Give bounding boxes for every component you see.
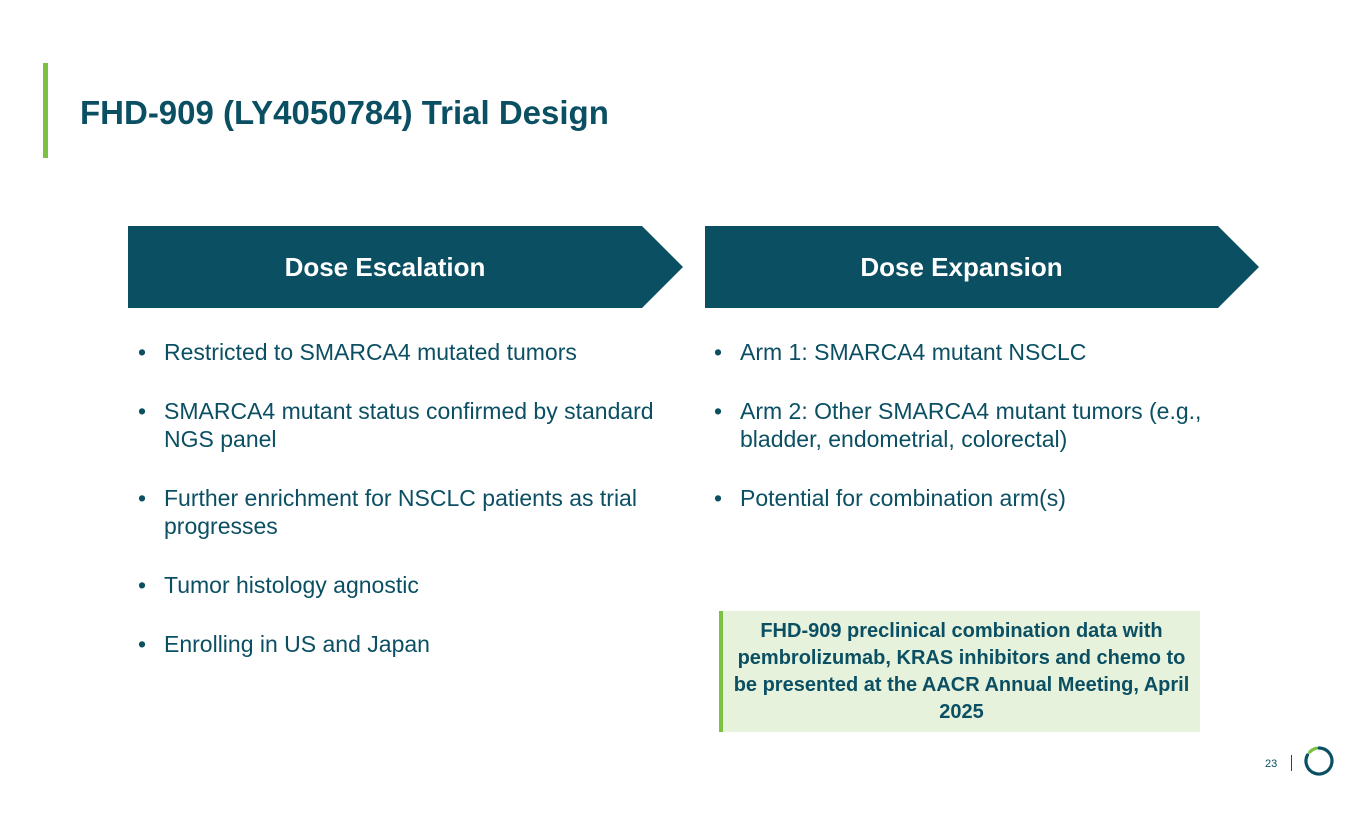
bullet-text: SMARCA4 mutant status confirmed by standard NGS panel bbox=[164, 398, 654, 452]
list-item bbox=[714, 484, 1214, 512]
bullet-icon: • bbox=[714, 339, 723, 365]
list-item bbox=[138, 630, 658, 658]
phase-label: Dose Expansion bbox=[860, 252, 1063, 282]
list-item bbox=[138, 571, 658, 599]
list-item bbox=[138, 397, 658, 453]
bullet-icon: • bbox=[138, 398, 147, 424]
bullet-icon: • bbox=[138, 485, 147, 511]
list-item bbox=[138, 484, 658, 540]
bullet-text: Potential for combination arm(s) bbox=[740, 485, 1066, 511]
page-divider bbox=[1291, 755, 1292, 771]
list-item bbox=[138, 338, 658, 366]
bullet-text: Further enrichment for NSCLC patients as trial progresses bbox=[164, 485, 637, 539]
bullet-icon: • bbox=[138, 631, 147, 657]
phase-chevron-expansion bbox=[705, 226, 1259, 308]
expansion-bullet-list bbox=[714, 338, 1214, 543]
bullet-text: Arm 1: SMARCA4 mutant NSCLC bbox=[740, 339, 1087, 365]
slide-title: FHD-909 (LY4050784) Trial Design bbox=[80, 94, 609, 131]
circle-logo-icon bbox=[1303, 745, 1335, 777]
phase-chevron-escalation bbox=[128, 226, 683, 308]
bullet-text: Tumor histology agnostic bbox=[164, 572, 419, 598]
bullet-icon: • bbox=[714, 485, 723, 511]
phase-label: Dose Escalation bbox=[284, 252, 486, 282]
list-item bbox=[714, 397, 1214, 453]
bullet-icon: • bbox=[714, 398, 723, 424]
list-item bbox=[714, 338, 1214, 366]
escalation-bullet-list bbox=[138, 338, 658, 689]
bullet-text: Restricted to SMARCA4 mutated tumors bbox=[164, 339, 577, 365]
title-accent-bar bbox=[43, 63, 48, 158]
bullet-icon: • bbox=[138, 339, 147, 365]
callout-box bbox=[719, 611, 1200, 732]
callout-text: FHD-909 preclinical combination data with pembrolizumab, KRAS inhibitors and chemo to be presented at the AACR Annual Meeting, April 2025 bbox=[733, 619, 1190, 723]
bullet-icon: • bbox=[138, 572, 147, 598]
bullet-text: Enrolling in US and Japan bbox=[164, 631, 430, 657]
bullet-text: Arm 2: Other SMARCA4 mutant tumors (e.g., bladder, endometrial, colorectal) bbox=[740, 398, 1202, 452]
page-number: 23 bbox=[1265, 758, 1278, 770]
